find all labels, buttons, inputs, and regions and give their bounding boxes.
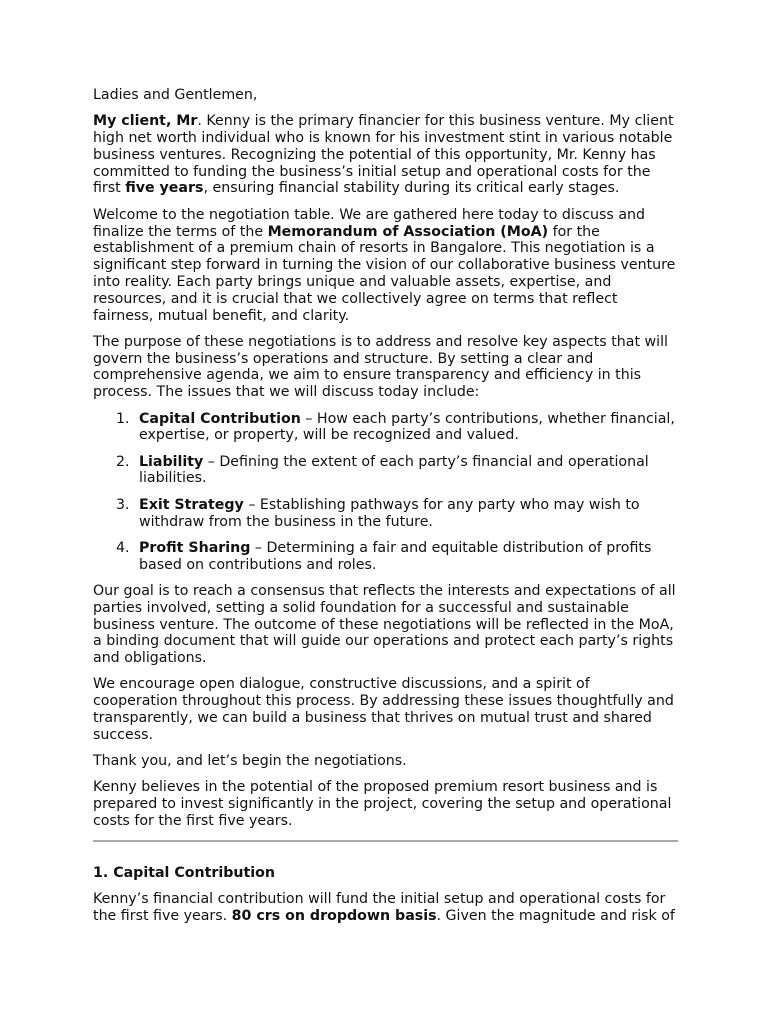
section-heading: 1. Capital Contribution xyxy=(93,864,276,881)
bold-text: Memorandum of Association (MoA) xyxy=(267,223,549,240)
issues-list xyxy=(93,411,678,574)
list-item xyxy=(93,454,678,488)
body-text: for the establishment of a premium chain of resorts in Bangalore. This negotiation is a significant step forward in turning the vision of our collaborative business venture into reality. Each party brings unique and valuable assets, expertise, and resources, and it is crucial that we collectively agree on terms that reflect fairness, mutual benefit, and clarity. xyxy=(93,223,676,324)
issue-title: Liability xyxy=(139,453,204,470)
paragraph-kenny: Kenny believes in the potential of the proposed premium resort business and is prepared to invest significantly in the project, covering the setup and operational costs for the first five years. xyxy=(93,779,672,829)
body-text: , ensuring financial stability during its critical early stages. xyxy=(203,180,620,197)
paragraph-financier xyxy=(93,113,678,197)
salutation: Ladies and Gentlemen, xyxy=(93,87,258,103)
list-number: 4. xyxy=(116,539,130,556)
list-number: 1. xyxy=(116,410,130,427)
bold-text: My client, Mr xyxy=(93,113,198,130)
list-item xyxy=(93,411,678,445)
issue-desc: – How each party’s contributions, whether financial, expertise, or property, will be recognized and valued. xyxy=(139,410,675,444)
paragraph-purpose: The purpose of these negotiations is to address and resolve key aspects that will govern the business’s operations and structure. By setting a clear and comprehensive agenda, we aim to ensure transparency and efficiency in this process. The issues that we will discuss today include: xyxy=(93,333,668,401)
issue-title: Capital Contribution xyxy=(139,410,301,427)
issue-desc: – Establishing pathways for any party who may wish to withdraw from the business in the future. xyxy=(139,496,640,530)
bold-text: five years xyxy=(125,180,204,197)
section-divider xyxy=(93,840,678,842)
paragraph-capital xyxy=(93,891,678,925)
paragraph-welcome xyxy=(93,207,678,325)
body-text: Welcome to the negotiation table. We are gathered here today to discuss and finalize the terms of the xyxy=(93,206,646,240)
paragraph-dialogue: We encourage open dialogue, constructive discussions, and a spirit of cooperation throughout this process. By addressing these issues thoughtfully and transparently, we can build a business that thrives on mutual trust and shared success. xyxy=(93,676,674,743)
issue-title: Profit Sharing xyxy=(139,539,251,556)
issue-desc: – Defining the extent of each party’s financial and operational liabilities. xyxy=(139,453,649,487)
issue-desc: – Determining a fair and equitable distribution of profits based on contributions and roles. xyxy=(139,539,652,573)
body-text: . Given the magnitude and risk of xyxy=(436,907,675,924)
list-item xyxy=(93,540,678,574)
bold-text: 80 crs on dropdown basis xyxy=(231,907,437,924)
list-number: 2. xyxy=(116,453,130,470)
paragraph-thanks: Thank you, and let’s begin the negotiations. xyxy=(93,753,407,770)
body-text: Kenny’s financial contribution will fund the initial setup and operational costs for the first five years. xyxy=(93,891,666,924)
issue-title: Exit Strategy xyxy=(139,496,244,513)
list-number: 3. xyxy=(116,496,130,513)
paragraph-goal: Our goal is to reach a consensus that reflects the interests and expectations of all parties involved, setting a solid foundation for a successful and sustainable business venture. The outcome of these negotiations will be reflected in the MoA, a binding document that will guide our operations and protect each party’s rights and obligations. xyxy=(93,582,676,667)
body-text: . Kenny is the primary financier for this business venture. My client high net worth individual who is known for his investment stint in various notable business ventures. Recognizing the potential of this opportunity, Mr. Kenny has committed to funding the business’s initial setup and operational costs for the first xyxy=(93,113,674,197)
list-item xyxy=(93,497,678,531)
document-page xyxy=(93,87,678,934)
